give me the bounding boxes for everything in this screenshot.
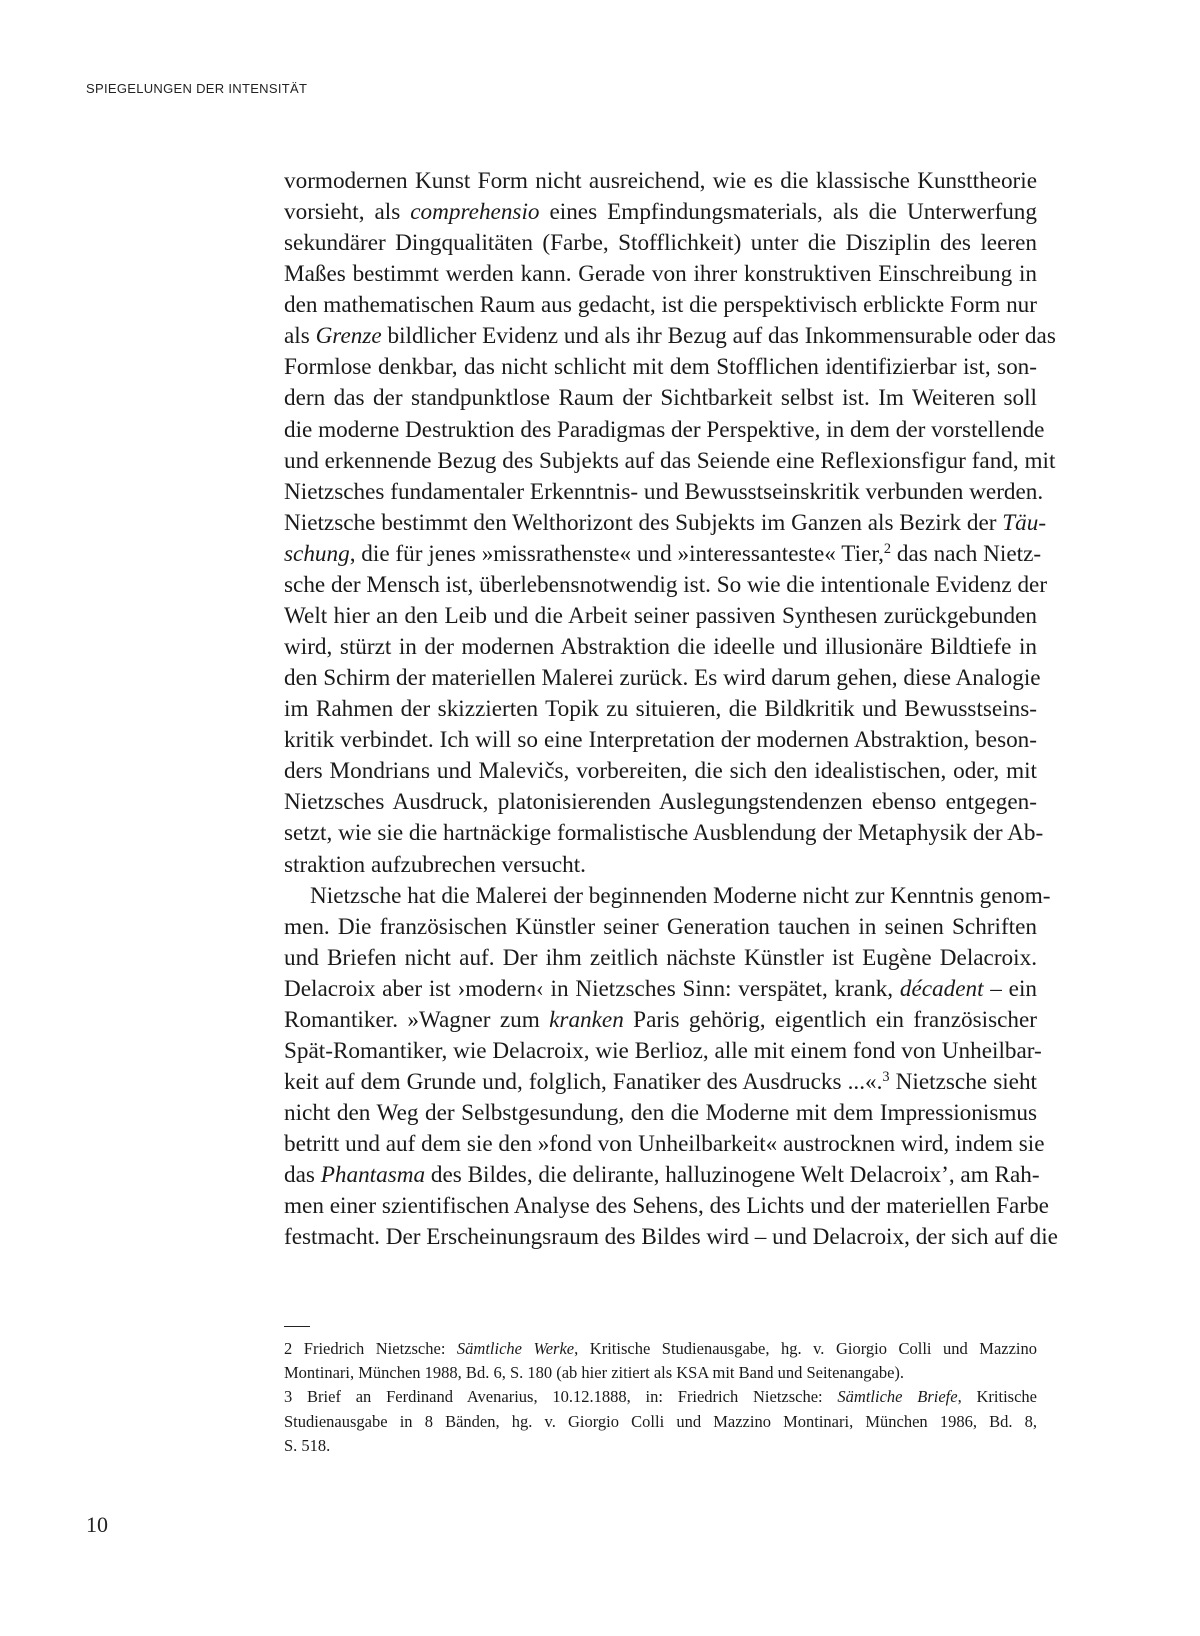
text-run: straktion aufzubrechen versucht. — [284, 851, 586, 878]
text-run: Sämtliche Werke — [456, 1339, 575, 1358]
text-run: kranken — [549, 1006, 624, 1033]
text-run: men einer szientifischen Analyse des Sehens, des Lichts und der materiellen Farbe — [284, 1193, 1049, 1220]
text-line — [284, 477, 1044, 508]
footnote-line — [284, 1434, 1037, 1457]
text-line — [284, 1067, 1037, 1098]
text-run: Studienausgabe in 8 Bänden, hg. v. Giorgio Colli und Mazzino Montinari, München 1986, Bd. 8, — [284, 1411, 1037, 1431]
text-run: eines Empfindungsmaterials, als die Unterwerfung — [539, 199, 1037, 226]
text-run: Nietzsches Ausdruck, platonisierenden Auslegungstendenzen ebenso entgegen- — [284, 789, 1037, 816]
text-run: keit auf dem Grunde und, folglich, Fanatiker des Ausdrucks ...«. — [284, 1069, 883, 1096]
footnote-ref: 2 — [883, 540, 892, 557]
text-line — [284, 663, 1041, 694]
text-line — [284, 352, 1037, 383]
text-line — [284, 508, 1047, 539]
text-run: nicht den Weg der Selbstgesundung, den die Moderne mit dem Impressionismus — [284, 1100, 1037, 1127]
text-run: , die für jenes »missrathenste« und »interessanteste« Tier, — [349, 540, 884, 567]
text-run: men. Die französischen Künstler seiner Generation tauchen in seinen Schriften — [284, 913, 1037, 940]
text-line — [284, 1098, 1037, 1129]
text-run: ders Mondrians und Malevičs, vorbereiten, die sich den idealistischen, oder, mit — [284, 758, 1037, 785]
text-run: schung — [284, 540, 350, 567]
text-line — [284, 912, 1037, 943]
footnote-ref: 3 — [882, 1069, 890, 1086]
text-run: festmacht. Der Erscheinungsraum des Bildes wird – und Delacroix, der sich auf die — [284, 1224, 1058, 1251]
text-run: Delacroix aber ist ›modern‹ in Nietzsches Sinn: verspätet, krank, — [284, 975, 900, 1002]
page-number: 10 — [86, 1512, 108, 1537]
text-run: vormodernen Kunst Form nicht ausreichend, wie es die klassische Kunsttheorie — [284, 168, 1037, 194]
text-line — [284, 321, 1056, 352]
text-line — [284, 601, 1037, 632]
text-line — [284, 818, 1044, 849]
text-run: Montinari, München 1988, Bd. 6, S. 180 (ab hier zitiert als KSA mit Band und Seitenangabe). — [284, 1363, 905, 1383]
footnote-line — [284, 1337, 1037, 1360]
text-run: kritik verbindet. Ich will so eine Interpretation der modernen Abstraktion, beson- — [284, 727, 1037, 754]
text-line — [284, 725, 1037, 756]
text-line — [284, 166, 1037, 197]
footnote-line — [284, 1361, 1037, 1384]
text-run: und Briefen nicht auf. Der ihm zeitlich nächste Künstler ist Eugène Delacroix. — [284, 944, 1037, 971]
text-run: des Bildes, die delirante, halluzinogene Welt Delacroix’, am Rah- — [425, 1162, 1040, 1189]
text-run: den mathematischen Raum aus gedacht, ist die perspektivisch erblickte Form nur — [284, 292, 1037, 319]
text-run: und erkennende Bezug des Subjekts auf das Seiende eine Reflexionsfigur fand, mit — [284, 447, 1056, 474]
text-run: , Kritische — [957, 1387, 1037, 1407]
text-run: Sämtliche Briefe — [837, 1387, 958, 1407]
text-line — [284, 197, 1037, 228]
text-line — [284, 694, 1037, 725]
text-line — [284, 974, 1037, 1005]
text-line — [284, 1036, 1042, 1067]
footnote-rule — [284, 1326, 310, 1327]
text-run: dern das der standpunktlose Raum der Sichtbarkeit selbst ist. Im Weiteren soll — [284, 385, 1037, 412]
text-line — [284, 383, 1037, 414]
text-run: das nach Nietz- — [891, 540, 1042, 567]
text-line — [284, 570, 1048, 601]
text-run: 2 Friedrich Nietzsche: — [284, 1339, 457, 1358]
text-run: Formlose denkbar, das nicht schlicht mit dem Stofflichen identifizierbar ist, son- — [284, 354, 1037, 381]
text-line — [284, 415, 1045, 446]
text-run: sekundärer Dingqualitäten (Farbe, Stofflichkeit) unter die Disziplin des leeren — [284, 230, 1037, 257]
running-head: SPIEGELUNGEN DER INTENSITÄT — [86, 81, 308, 96]
text-run: Grenze — [315, 323, 382, 350]
text-line — [284, 1129, 1045, 1160]
text-run: betritt und auf dem sie den »fond von Unheilbarkeit« austrocknen wird, indem sie — [284, 1131, 1045, 1158]
text-line — [284, 290, 1037, 321]
text-line — [284, 632, 1037, 663]
text-run: Nietzsche bestimmt den Welthorizont des Subjekts im Ganzen als Bezirk der — [284, 509, 1003, 536]
text-run: Welt hier an den Leib und die Arbeit seiner passiven Synthesen zurückgebunden — [284, 602, 1037, 629]
footnote-line — [284, 1410, 1037, 1433]
text-line — [284, 756, 1037, 787]
text-run: Täu- — [1002, 509, 1047, 536]
text-run: sche der Mensch ist, überlebensnotwendig ist. So wie die intentionale Evidenz der — [284, 571, 1048, 598]
text-line — [284, 1160, 1040, 1191]
text-run: S. 518. — [284, 1435, 331, 1455]
text-line — [284, 1222, 1058, 1253]
text-run: Maßes bestimmt werden kann. Gerade von ihrer konstruktiven Einschreibung in — [284, 261, 1037, 288]
text-run: Nietzsches fundamentaler Erkenntnis- und Bewusstseinskritik verbunden werden. — [284, 478, 1044, 505]
text-run: vorsieht, als — [284, 199, 411, 226]
text-run: Spät-Romantiker, wie Delacroix, wie Berlioz, alle mit einem fond von Unheilbar- — [284, 1037, 1042, 1064]
text-run: die moderne Destruktion des Paradigmas der Perspektive, in dem der vorstellende — [284, 416, 1045, 443]
text-run: décadent — [899, 975, 984, 1002]
text-run: Phantasma — [320, 1162, 426, 1189]
text-run: bildlicher Evidenz und als ihr Bezug auf das Inkommensurable oder das — [381, 323, 1056, 350]
text-run: 3 Brief an Ferdinand Avenarius, 10.12.1888, in: Friedrich Nietzsche: — [284, 1387, 838, 1407]
text-line — [284, 1191, 1049, 1222]
text-line — [284, 1005, 1037, 1036]
text-line — [284, 787, 1037, 818]
text-run: den Schirm der materiellen Malerei zurück. Es wird darum gehen, diese Analogie — [284, 665, 1041, 692]
text-run: das — [284, 1162, 321, 1189]
text-run: Nietzsche sieht — [889, 1069, 1037, 1096]
text-run: setzt, wie sie die hartnäckige formalistische Ausblendung der Metaphysik der Ab- — [284, 820, 1044, 847]
text-line — [284, 228, 1037, 259]
text-run: im Rahmen der skizzierten Topik zu situieren, die Bildkritik und Bewusstseins- — [284, 696, 1037, 723]
text-line — [284, 943, 1037, 974]
text-run: – ein — [983, 975, 1037, 1002]
text-run: comprehensio — [410, 199, 540, 226]
text-line — [284, 850, 1037, 881]
text-run: wird, stürzt in der modernen Abstraktion die ideelle und illusionäre Bildtiefe in — [284, 634, 1037, 661]
text-run: , Kritische Studienausgabe, hg. v. Giorgio Colli und Mazzino — [574, 1339, 1038, 1358]
footnote-line — [284, 1385, 1037, 1408]
text-run: als — [284, 323, 316, 350]
text-line — [284, 259, 1037, 290]
text-line — [284, 446, 1056, 477]
text-line — [284, 539, 1042, 570]
text-line — [284, 881, 1051, 912]
text-run: Paris gehörig, eigentlich ein französischer — [623, 1006, 1037, 1033]
text-run: Romantiker. »Wagner zum — [284, 1006, 550, 1033]
text-run: Nietzsche hat die Malerei der beginnenden Moderne nicht zur Kenntnis genom- — [310, 882, 1051, 909]
